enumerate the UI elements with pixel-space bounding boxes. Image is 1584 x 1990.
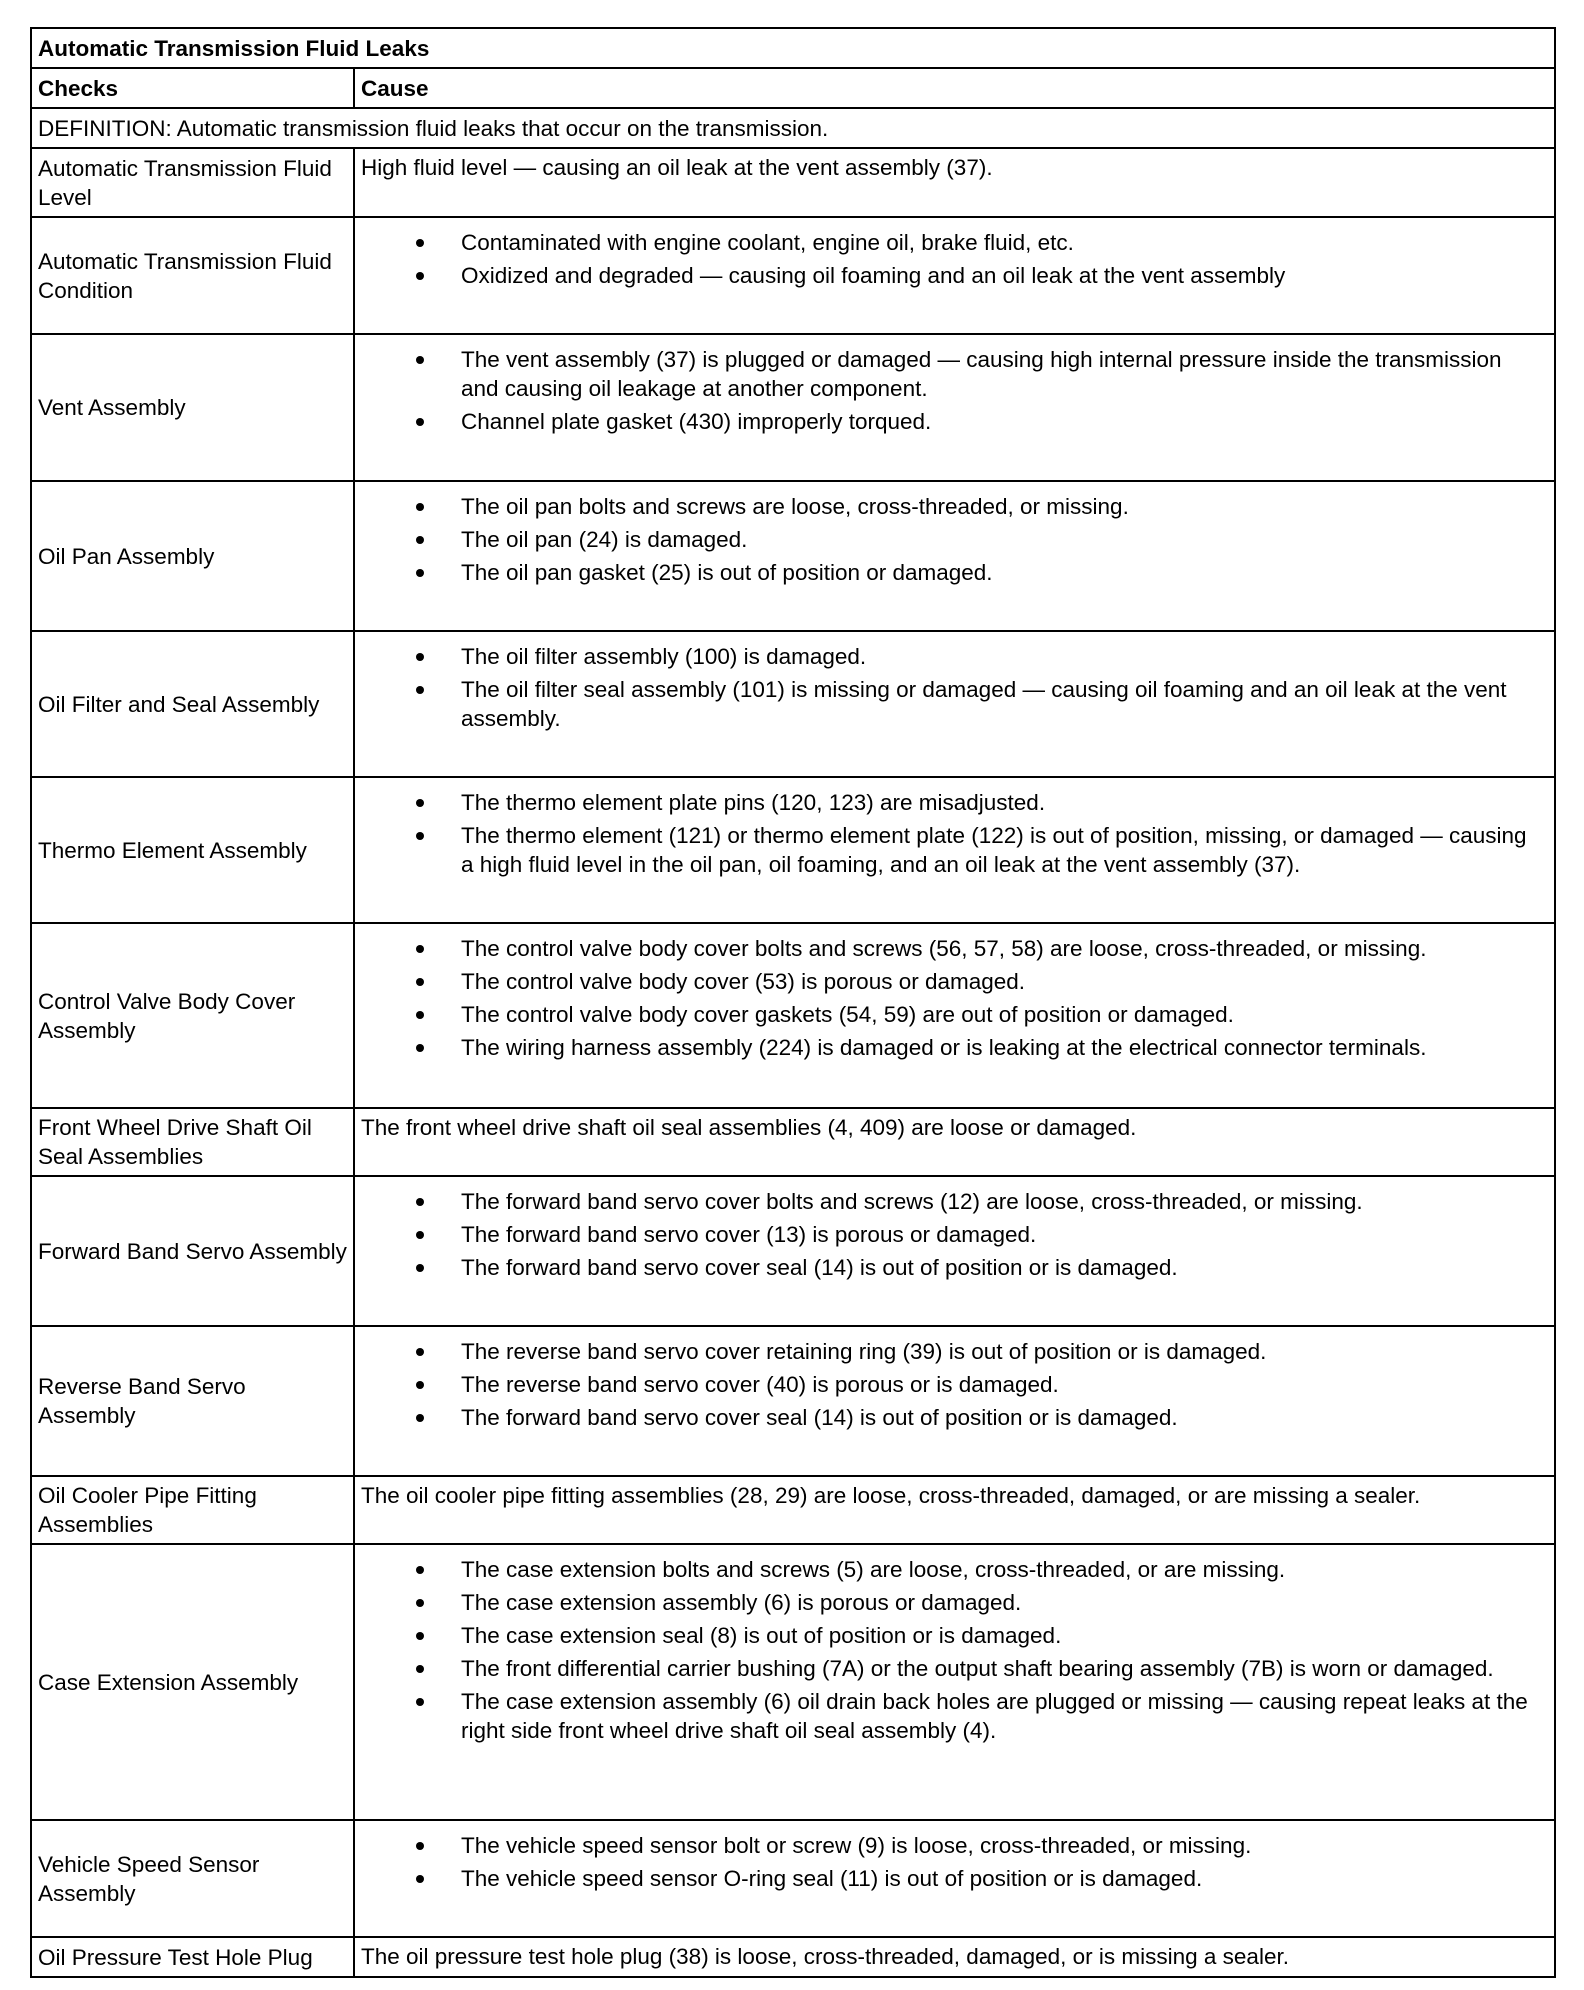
check-cell: Vehicle Speed Sensor Assembly (31, 1820, 354, 1937)
cause-item: The case extension assembly (6) is porous or damaged. (361, 1588, 1548, 1617)
cause-item: The control valve body cover (53) is porous or damaged. (361, 967, 1548, 996)
cause-cell (354, 1176, 1555, 1326)
table-row (31, 481, 1555, 631)
cause-item: The forward band servo cover seal (14) is out of position or is damaged. (361, 1253, 1548, 1282)
cause-list (361, 335, 1548, 436)
table-row (31, 148, 1555, 217)
cause-cell (354, 1544, 1555, 1820)
table-header-row (31, 68, 1555, 108)
cause-cell (354, 217, 1555, 334)
cause-item: The thermo element plate pins (120, 123) are misadjusted. (361, 788, 1548, 817)
check-cell: Vent Assembly (31, 334, 354, 481)
cause-list (361, 218, 1548, 290)
check-cell: Oil Pan Assembly (31, 481, 354, 631)
cause-item: The oil pan (24) is damaged. (361, 525, 1548, 554)
table-row (31, 1937, 1555, 1977)
table-row (31, 1820, 1555, 1937)
cause-item: Oxidized and degraded — causing oil foaming and an oil leak at the vent assembly (361, 261, 1548, 290)
check-cell: Front Wheel Drive Shaft Oil Seal Assemblies (31, 1108, 354, 1176)
cause-item: The forward band servo cover seal (14) is out of position or is damaged. (361, 1403, 1548, 1432)
cause-list (361, 924, 1548, 1062)
check-cell: Automatic Transmission Fluid Level (31, 148, 354, 217)
fluid-leaks-table (30, 27, 1556, 1978)
cause-item: The control valve body cover gaskets (54, 59) are out of position or damaged. (361, 1000, 1548, 1029)
cause-cell (354, 777, 1555, 923)
definition-row (31, 108, 1555, 148)
check-cell: Control Valve Body Cover Assembly (31, 923, 354, 1108)
cause-list (361, 778, 1548, 879)
check-cell: Oil Pressure Test Hole Plug (31, 1937, 354, 1977)
cause-cell: The front wheel drive shaft oil seal assemblies (4, 409) are loose or damaged. (354, 1108, 1555, 1176)
cause-item: The case extension assembly (6) oil drain back holes are plugged or missing — causing repeat leaks at the right side front wheel drive shaft oil seal assembly (4). (361, 1687, 1548, 1745)
table-title-row (31, 28, 1555, 68)
cause-list (361, 1821, 1548, 1893)
table-row (31, 631, 1555, 777)
table-row (31, 1544, 1555, 1820)
table-row (31, 334, 1555, 481)
table-row (31, 217, 1555, 334)
cause-item: The thermo element (121) or thermo element plate (122) is out of position, missing, or damaged — causing a high fluid level in the oil pan, oil foaming, and an oil leak at the vent assembly (37). (361, 821, 1548, 879)
cause-item: The forward band servo cover (13) is porous or damaged. (361, 1220, 1548, 1249)
cause-list (361, 632, 1548, 733)
cause-item: The oil pan bolts and screws are loose, cross-threaded, or missing. (361, 492, 1548, 521)
cause-item: The vehicle speed sensor O-ring seal (11) is out of position or is damaged. (361, 1864, 1548, 1893)
table-row (31, 923, 1555, 1108)
cause-cell (354, 481, 1555, 631)
cause-cell (354, 923, 1555, 1108)
cause-item: The oil pan gasket (25) is out of position or damaged. (361, 558, 1548, 587)
cause-item: Contaminated with engine coolant, engine oil, brake fluid, etc. (361, 228, 1548, 257)
table-row (31, 1108, 1555, 1176)
column-header-cause: Cause (354, 68, 1555, 108)
cause-item: The oil filter seal assembly (101) is missing or damaged — causing oil foaming and an oil leak at the vent assembly. (361, 675, 1548, 733)
cause-list (361, 1327, 1548, 1432)
cause-cell (354, 631, 1555, 777)
cause-list (361, 1545, 1548, 1745)
cause-item: The case extension seal (8) is out of position or is damaged. (361, 1621, 1548, 1650)
cause-item: The front differential carrier bushing (7A) or the output shaft bearing assembly (7B) is worn or damaged. (361, 1654, 1548, 1683)
check-cell: Thermo Element Assembly (31, 777, 354, 923)
cause-cell (354, 1820, 1555, 1937)
table-title: Automatic Transmission Fluid Leaks (31, 28, 1555, 68)
cause-item: The forward band servo cover bolts and screws (12) are loose, cross-threaded, or missing. (361, 1187, 1548, 1216)
table-row (31, 1176, 1555, 1326)
cause-item: The vent assembly (37) is plugged or damaged — causing high internal pressure inside the transmission and causing oil leakage at another component. (361, 345, 1548, 403)
cause-cell: High fluid level — causing an oil leak at the vent assembly (37). (354, 148, 1555, 217)
cause-item: The reverse band servo cover retaining ring (39) is out of position or is damaged. (361, 1337, 1548, 1366)
cause-item: The control valve body cover bolts and screws (56, 57, 58) are loose, cross-threaded, or missing. (361, 934, 1548, 963)
column-header-checks: Checks (31, 68, 354, 108)
cause-item: The vehicle speed sensor bolt or screw (9) is loose, cross-threaded, or missing. (361, 1831, 1548, 1860)
check-cell: Oil Cooler Pipe Fitting Assemblies (31, 1476, 354, 1544)
check-cell: Automatic Transmission Fluid Condition (31, 217, 354, 334)
cause-item: Channel plate gasket (430) improperly torqued. (361, 407, 1548, 436)
cause-list (361, 1177, 1548, 1282)
table-row (31, 1326, 1555, 1476)
cause-item: The case extension bolts and screws (5) are loose, cross-threaded, or are missing. (361, 1555, 1548, 1584)
cause-cell (354, 334, 1555, 481)
check-cell: Case Extension Assembly (31, 1544, 354, 1820)
cause-item: The oil filter assembly (100) is damaged. (361, 642, 1548, 671)
check-cell: Oil Filter and Seal Assembly (31, 631, 354, 777)
cause-cell (354, 1326, 1555, 1476)
check-cell: Reverse Band Servo Assembly (31, 1326, 354, 1476)
cause-item: The reverse band servo cover (40) is porous or is damaged. (361, 1370, 1548, 1399)
check-cell: Forward Band Servo Assembly (31, 1176, 354, 1326)
definition-text: DEFINITION: Automatic transmission fluid leaks that occur on the transmission. (31, 108, 1555, 148)
table-row (31, 1476, 1555, 1544)
cause-list (361, 482, 1548, 587)
cause-item: The wiring harness assembly (224) is damaged or is leaking at the electrical connector terminals. (361, 1033, 1548, 1062)
cause-cell: The oil pressure test hole plug (38) is loose, cross-threaded, damaged, or is missing a sealer. (354, 1937, 1555, 1977)
table-row (31, 777, 1555, 923)
cause-cell: The oil cooler pipe fitting assemblies (28, 29) are loose, cross-threaded, damaged, or are missing a sealer. (354, 1476, 1555, 1544)
